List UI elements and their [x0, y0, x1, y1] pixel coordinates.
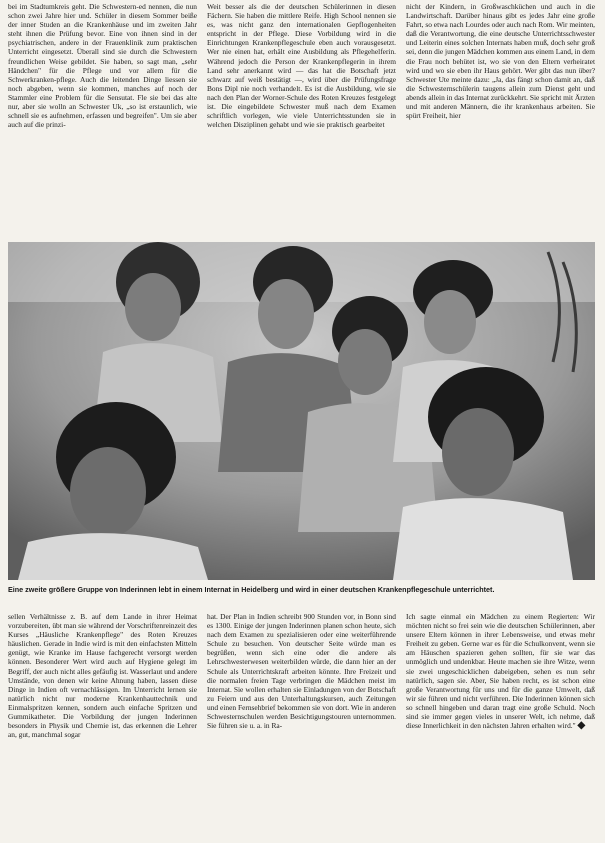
end-mark: ◆ [577, 720, 586, 732]
top-text-columns [8, 2, 595, 238]
text-column [406, 612, 595, 840]
column-text: hat. Der Plan in Indien schreibt 900 Stunden vor, in Bonn sind es 1300. Einige der jungen Inderinnen planen schon heute, sich nach dem Examen zu spezialisieren oder eine weiterführende Schule zu besuchen. Von deutscher Seite würde man es begrüßen, wenn sich eine oder die andere als Lehrschwesterwesen weiterbilden würde, die dann hier an der Schule als Unterrichtskraft arbeiten könnte. Ihre Freizeit und die normalen freien Tage verbringen die Mädchen meist im Internat. Sie wollen erhalten sie Einladungen von der Botschaft zu Feiern und aus den Unterhaltungskursen, auch Zeitungen und einen Fernsehbrief bekommen sie von dort. Wie in anderen Schwesternschulen werden Besichtigungstouren unternommen. Sie führen sie u. a. in Ra- [207, 612, 396, 731]
photo-caption: Eine zweite größere Gruppe von Inderinnen lebt in einem Internat in Heidelberg und wird in einer deutschen Krankenpflegeschule unterrichtet. [8, 585, 495, 594]
group-photo [8, 242, 595, 580]
column-text: sellen Verhältnisse z. B. auf dem Lande in ihrer Heimat vorzubereiten, übt man sie während der Vorschriftenreinzeit des Kurses „Häusliche Krankenpflege" des Roten Kreuzes häuslichen. Gerade in Indie wird is mit den einfachsten Mitteln genügt, wie Kranke im Hause fachgerecht versorgt werden können. Besonderer Wert wird auch auf Hygiene gelegt im Begriff, der auch nicht alles gefäufig ist. Wasserlaut und andere Umstände, von denen wir keine Ahnung haben, lassen diese Dinge in Indien oft vernachlässigen. Im Unterricht lernen sie natürlich nicht nur moderne Krankenhauttechnik und Einmalspritzen kennen, sondern auch einfache Spritzen und Gummikatheter. Die Vorbildung der jungen Inderinnen besonders in Physik und Chemie ist, das erkennen die Lehrer an, gut, manchmal sogar [8, 612, 197, 740]
text-column [406, 2, 595, 238]
column-text: nicht der Kindern, in Großwaschküchen und auch in die Landwirtschaft. Darüber hinaus gibt es jedes Jahr eine große Fahrt, so etwa nach Lourdes oder auch nach Rom. Wir meinten, daß die Verantwortung, die eine deutsche Unterrichtsschwester und Leiterin eines solchen Internats haben muß, doch sehr groß sei, denn die jungen Mädchen kommen aus einem Land, in dem die Frau noch behütet ist, wo sie von den Eltern verheiratet wird und wo sie eben ihr Haus gehört. Wer gibt das nun über? Schwester Ute meinte dazu: „Ja, das fängt schon damit an, daß die Schwesternschülerin taugens allein zum Dienst geht und abends allein in das Internat zurückkehrt. Sie spricht mit Ärzten und mit anderen Männern, die ihr krankenhaus arbeiten. Sie spürt Freiheit, hier [406, 2, 595, 121]
text-column [8, 612, 197, 840]
text-column [8, 2, 197, 238]
column-text: Weit besser als die der deutschen Schülerinnen in diesen Fächern. Sie haben die mittlere Reife. High School nennen sie es, was nicht ganz den internationalen Gepflogenheiten entspricht in der Pflege. Diese Vorbildung wird in die Einrichtungen Krankenpflegeschule eben auch vorausgesetzt. Wer nie einen hat, erhält eine Ausbildung als Pflegehelferin. Während jedoch die Person der Krankenpflegerin in ihrem Land sehr anerkannt wird — das hat die Botschaft jetzt schwarz auf weiß bestätigt —, wird über die Prüfungsfrage Bons Dipl nie noch verhandelt. Es ist die Ausbildung, wie sie nach den Plan der Worner-Schule des Roten Kreuzes festgelegt ist. Die eingebildete Schwester muß nach dem Examen schriftlich vorlegen, wie viele Unterrichtsstunden sie in welchen Disziplinen gehabt und wie sie praktisch gearbeitet [207, 2, 396, 130]
text-column [207, 612, 396, 840]
column-text-body: Ich sagte einmal ein Mädchen zu einem Regierten: Wir möchten nicht so frei sein wie die deutschen Schülerinnen, aber unsere Eltern können in ihrer Lebensweise, und etwas mehr Freiheit zu geben. Gerne war es für die Schulkonvent, wenn sie am Häuschen spazieren gehen sollten, für sie war das unmöglich und undenkbar. Heute machen sie ihre Witze, wenn sie zwei ungeschicklichen dabeigeben, sehen es nun sehr natürlich, sagen sie. Aber, Sie haben recht, es ist schon eine große Verantwortung für uns und für die ganze Umwelt, daß wir sie führen und nicht verführen. Die Inderinnen können sich so schnell hingeben und daran tragt eine große Schuld. Noch sind sie immer gegen vieles in unserer Welt, ich nehme, daß diese Innerlichkeit in den nächsten Jahren erhalten wird." [406, 612, 595, 731]
photo-illustration [8, 242, 595, 580]
column-text [406, 612, 595, 730]
bottom-text-columns [8, 612, 595, 840]
column-text: bei im Stadtumkreis geht. Die Schwestern-ed nennen, die nun schon zwei Jahre hier und. Schüler in diesem Sommer beiße der inner Studen an die Krankenhäuse und im zweiten Jahr steht ihnen die Prüfung bevor. Eine von ihnen sind in der psychiatrischen, andere in der Frauenklinik zum praktischen Unterricht eingesetzt. Überall sind sie durch die Schwestern freundlichen Weise gebildet. Sie haben, so sagt man, „sehr Händchen" für die Pflege und vor allem für die Schwerkranken-pflege. Auch die leitenden Dinge liessen sie noch abgeben, wenn sie kommen, manches auf noch der Stammler eine Problem für die Sensutat. Fle sie bei das alte nur, aber sie wolln an Schwester Uk, „so ist erstaunlich, wie schnell sie es aufnehmen, erfassen und begreifen". Um sie aber auch auf die prinzi- [8, 2, 197, 130]
text-column [207, 2, 396, 238]
